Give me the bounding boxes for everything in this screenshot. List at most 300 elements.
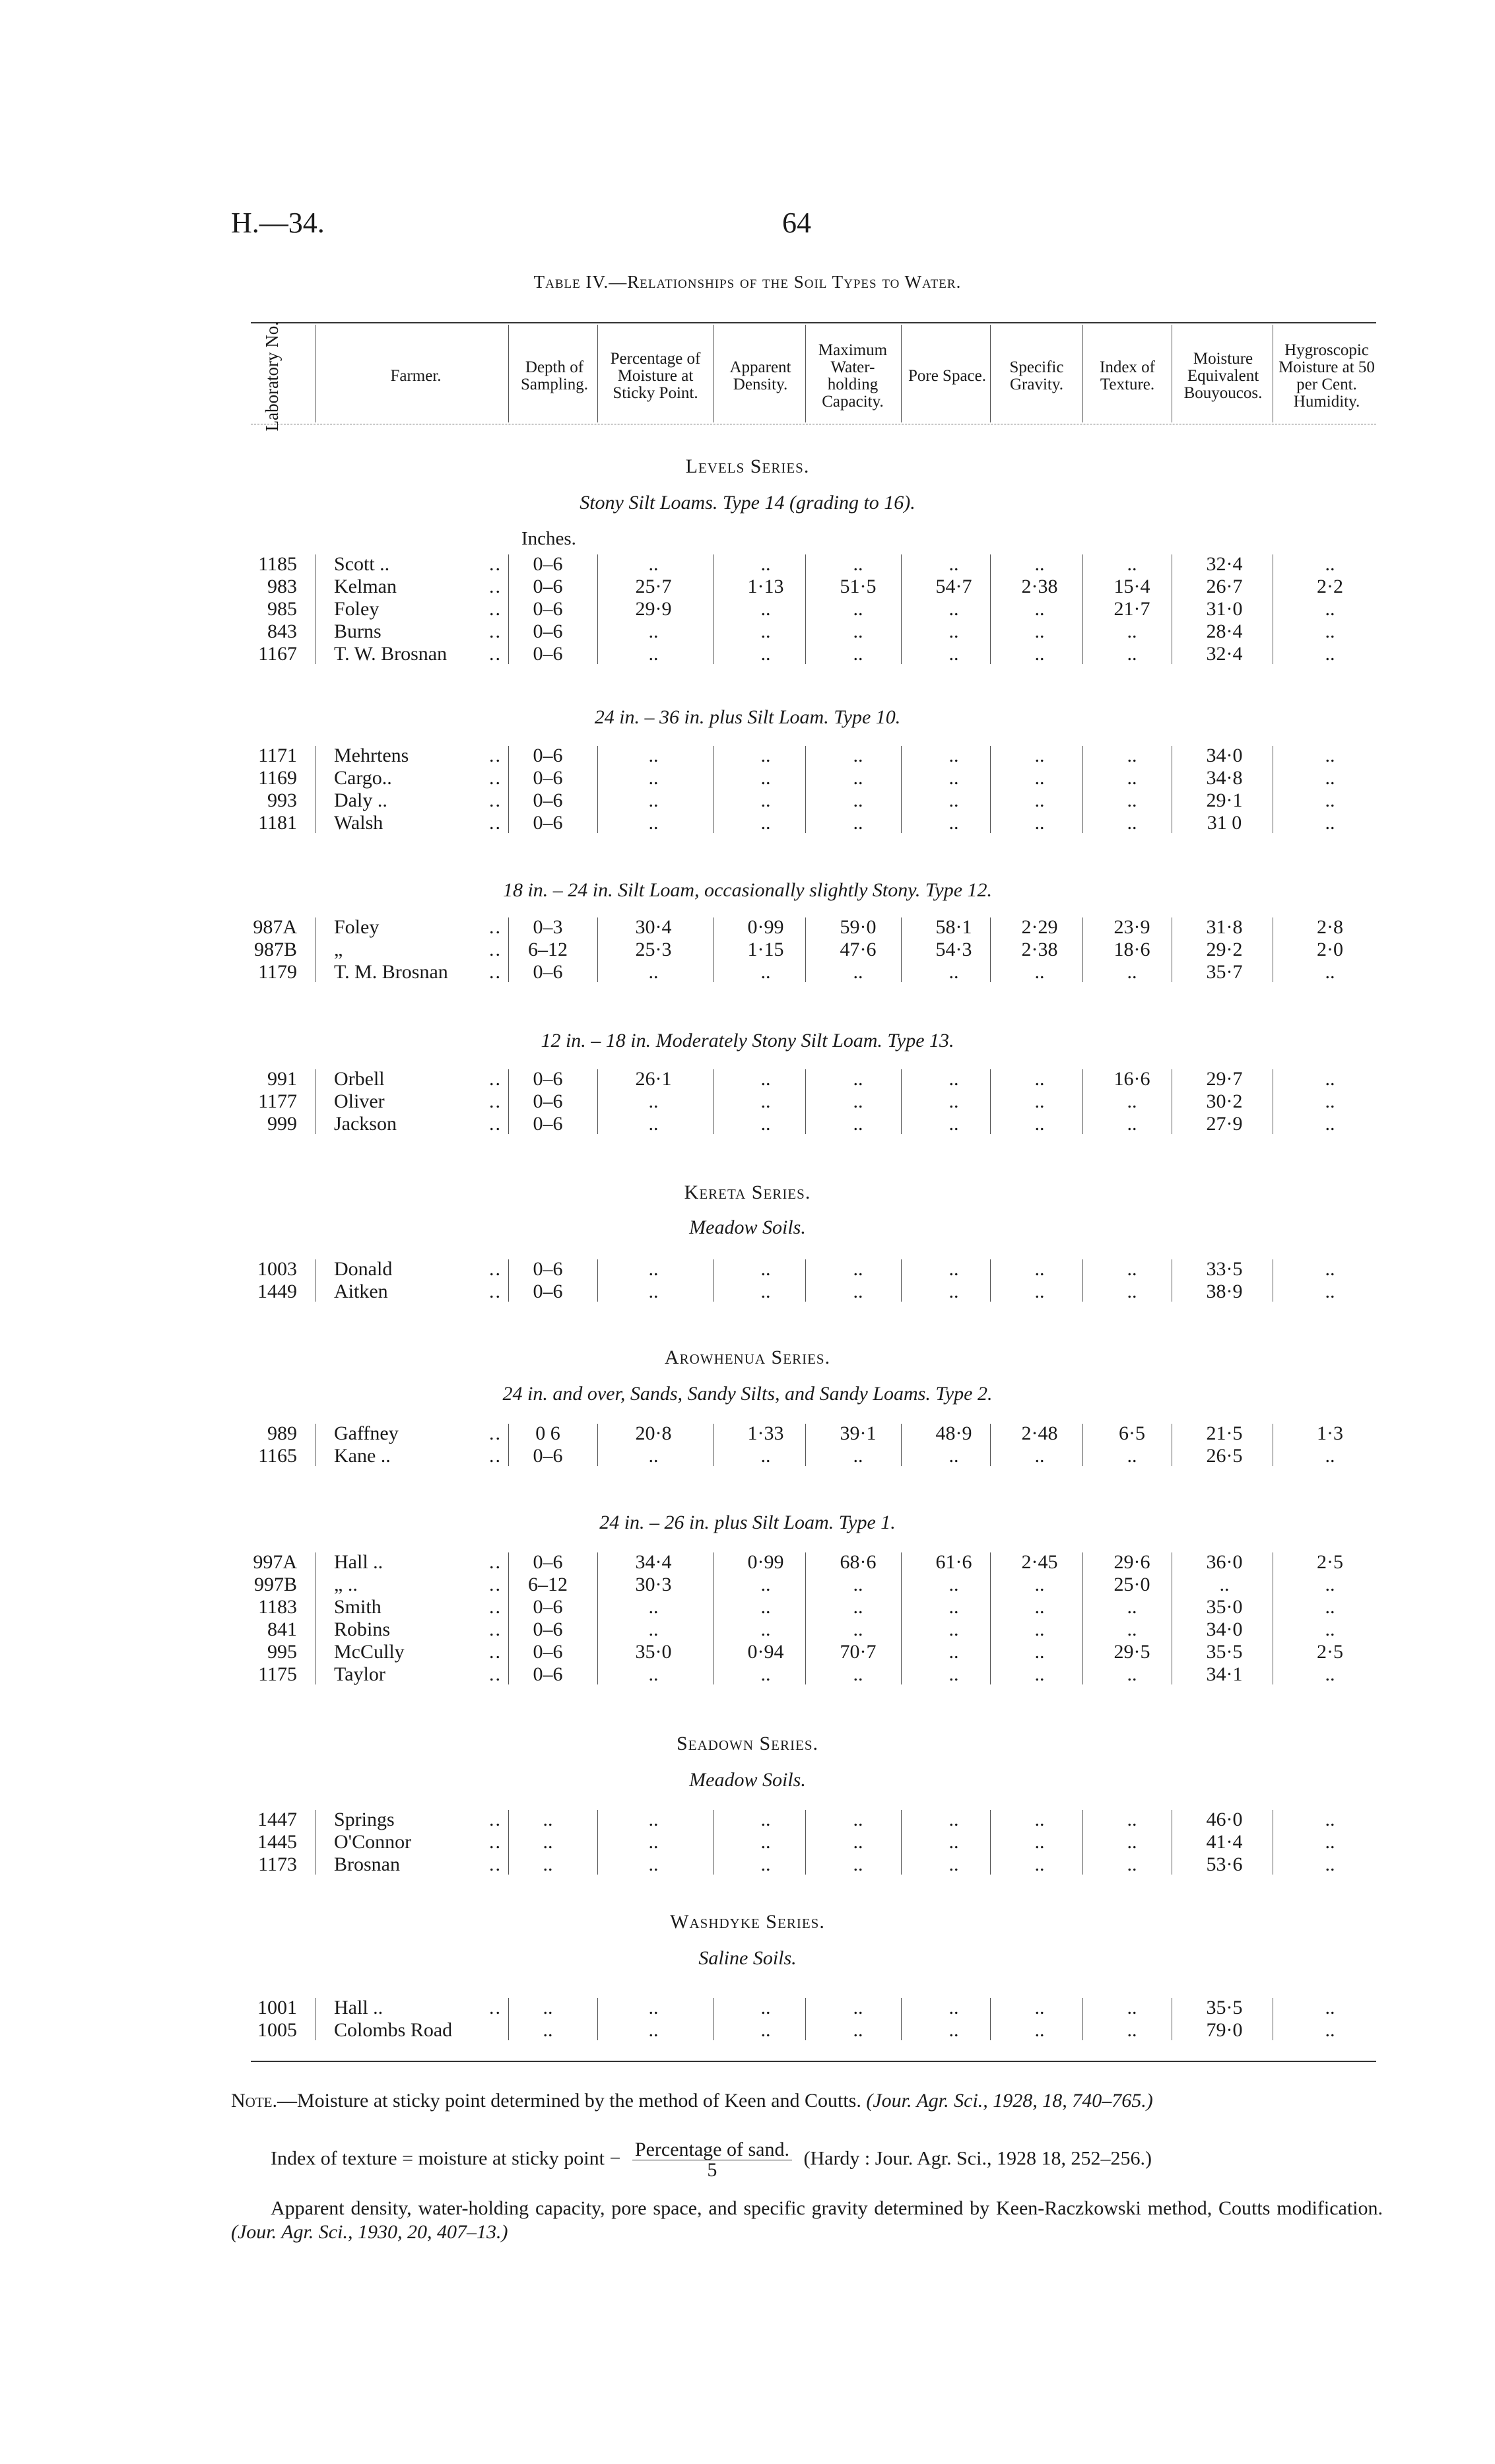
leader-dots: .. <box>489 1596 502 1618</box>
depth-cell: 0 6 <box>535 1422 560 1444</box>
me-cell: 26·5 <box>1206 1445 1243 1467</box>
pct-cell: 29·9 <box>635 598 672 620</box>
soil-type-subtitle: 24 in. – 26 in. plus Silt Loam. Type 1. <box>599 1512 896 1533</box>
farmer-cell: Gaffney <box>334 1422 399 1444</box>
idx-cell: .. <box>1127 745 1137 766</box>
farmer-cell: Brosnan <box>334 1853 400 1875</box>
idx-cell: .. <box>1127 1445 1137 1467</box>
col-header-pct: Percentage of Moisture at Sticky Point. <box>610 349 701 403</box>
app-cell: .. <box>760 961 771 983</box>
pct-cell: .. <box>648 1113 659 1135</box>
soil-type-subtitle: Stony Silt Loams. Type 14 (grading to 16). <box>580 492 915 514</box>
pore-cell: .. <box>948 2019 959 2041</box>
table-row <box>0 553 1495 576</box>
sg-cell: .. <box>1034 598 1045 620</box>
table-row <box>0 1551 1495 1574</box>
pct-cell: .. <box>648 1809 659 1830</box>
app-cell: 1·15 <box>747 939 784 960</box>
app-cell: .. <box>760 1618 771 1640</box>
me-cell: 35·5 <box>1206 1641 1243 1663</box>
depth-cell: 0–6 <box>533 745 563 766</box>
me-cell: 31·0 <box>1206 598 1243 620</box>
max-cell: .. <box>853 643 863 665</box>
leader-dots: .. <box>489 789 502 811</box>
depth-cell: .. <box>543 1809 553 1830</box>
pct-cell: .. <box>648 1618 659 1640</box>
lab-number-cell: 1177 <box>258 1090 297 1112</box>
leader-dots: .. <box>489 939 502 960</box>
pore-cell: 54·7 <box>935 576 972 597</box>
table-row <box>0 1113 1495 1135</box>
hyg-cell: .. <box>1325 1068 1335 1090</box>
table-row <box>0 812 1495 834</box>
sg-cell: .. <box>1034 745 1045 766</box>
max-cell: 59·0 <box>840 916 877 938</box>
pore-cell: .. <box>948 1663 959 1685</box>
depth-cell: 0–6 <box>533 620 563 642</box>
pore-cell: .. <box>948 789 959 811</box>
sg-cell: .. <box>1034 620 1045 642</box>
pore-cell: .. <box>948 553 959 575</box>
lab-number-cell: 989 <box>267 1422 297 1444</box>
leader-dots: .. <box>489 1422 502 1444</box>
farmer-cell: Kane .. <box>334 1445 391 1467</box>
farmer-cell: Mehrtens <box>334 745 409 766</box>
max-cell: .. <box>853 598 863 620</box>
depth-cell: 0–6 <box>533 1551 563 1573</box>
leader-dots: .. <box>489 745 502 766</box>
table-row <box>0 1853 1495 1876</box>
pct-cell: .. <box>648 643 659 665</box>
app-cell: .. <box>760 1997 771 2018</box>
me-cell: 53·6 <box>1206 1853 1243 1875</box>
me-cell: 35·0 <box>1206 1596 1243 1618</box>
pct-cell: .. <box>648 789 659 811</box>
sg-cell: .. <box>1034 1281 1045 1302</box>
sg-cell: .. <box>1034 1113 1045 1135</box>
table-row <box>0 1258 1495 1281</box>
note-index-texture <box>271 2140 1422 2180</box>
farmer-cell: Hall .. <box>334 1997 383 2018</box>
pct-cell: .. <box>648 553 659 575</box>
idx-cell: .. <box>1127 1258 1137 1280</box>
farmer-cell: Foley <box>334 916 380 938</box>
me-cell: 27·9 <box>1206 1113 1243 1135</box>
pore-cell: .. <box>948 1258 959 1280</box>
lab-number-cell: 991 <box>267 1068 297 1090</box>
table-row <box>0 1997 1495 2019</box>
pct-cell: .. <box>648 745 659 766</box>
farmer-cell: T. W. Brosnan <box>334 643 448 665</box>
app-cell: .. <box>760 1663 771 1685</box>
farmer-cell: T. M. Brosnan <box>334 961 448 983</box>
col-header-lab: Laboratory No. <box>262 321 282 432</box>
sg-cell: 2·38 <box>1021 939 1058 960</box>
table-row <box>0 1445 1495 1467</box>
lab-number-cell: 987A <box>253 916 297 938</box>
header-divider <box>713 325 714 422</box>
farmer-cell: „ .. <box>334 1574 358 1595</box>
pore-cell: .. <box>948 1831 959 1853</box>
table-row <box>0 576 1495 598</box>
lab-number-cell: 997A <box>253 1551 297 1573</box>
pore-cell: .. <box>948 1445 959 1467</box>
leader-dots: .. <box>489 620 502 642</box>
farmer-cell: Jackson <box>334 1113 397 1135</box>
depth-cell: 0–6 <box>533 553 563 575</box>
sg-cell: .. <box>1034 812 1045 834</box>
depth-cell: 0–6 <box>533 1090 563 1112</box>
app-cell: .. <box>760 1809 771 1830</box>
depth-cell: .. <box>543 1853 553 1875</box>
hyg-cell: 2·5 <box>1317 1551 1343 1573</box>
idx-cell: 18·6 <box>1113 939 1150 960</box>
pct-cell: .. <box>648 1090 659 1112</box>
hyg-cell: .. <box>1325 1445 1335 1467</box>
pct-cell: 25·3 <box>635 939 672 960</box>
pct-cell: 26·1 <box>635 1068 672 1090</box>
pore-cell: .. <box>948 620 959 642</box>
max-cell: .. <box>853 1997 863 2018</box>
max-cell: .. <box>853 1574 863 1595</box>
formula-reference: (Hardy : Jour. Agr. Sci., 1928 18, 252–256.) <box>803 2147 1152 2170</box>
soil-type-subtitle: 18 in. – 24 in. Silt Loam, occasionally slightly Stony. Type 12. <box>502 879 993 901</box>
depth-cell: 0–3 <box>533 916 563 938</box>
leader-dots: .. <box>489 576 502 597</box>
lab-number-cell: 841 <box>267 1618 297 1640</box>
idx-cell: 23·9 <box>1113 916 1150 938</box>
app-cell: 1·13 <box>747 576 784 597</box>
pct-cell: .. <box>648 1663 659 1685</box>
leader-dots: .. <box>489 643 502 665</box>
leader-dots: .. <box>489 916 502 938</box>
table-row <box>0 1422 1495 1445</box>
idx-cell: .. <box>1127 789 1137 811</box>
lab-number-cell: 1185 <box>258 553 297 575</box>
soil-type-subtitle: 12 in. – 18 in. Moderately Stony Silt Loam. Type 13. <box>541 1030 954 1051</box>
idx-cell: .. <box>1127 1663 1137 1685</box>
pore-cell: .. <box>948 1641 959 1663</box>
table-row <box>0 961 1495 983</box>
pore-cell: .. <box>948 1997 959 2018</box>
pct-cell: 34·4 <box>635 1551 672 1573</box>
sg-cell: 2·38 <box>1021 576 1058 597</box>
sg-cell: .. <box>1034 767 1045 789</box>
farmer-cell: Colombs Road <box>334 2019 453 2041</box>
depth-cell: 0–6 <box>533 767 563 789</box>
me-cell: 29·2 <box>1206 939 1243 960</box>
app-cell: .. <box>760 553 771 575</box>
app-cell: .. <box>760 643 771 665</box>
leader-dots: .. <box>489 1551 502 1573</box>
table-row <box>0 2019 1495 2042</box>
leader-dots: .. <box>489 598 502 620</box>
pct-cell: .. <box>648 1831 659 1853</box>
me-cell: 29·7 <box>1206 1068 1243 1090</box>
table-row <box>0 643 1495 665</box>
table-row <box>0 1090 1495 1113</box>
hyg-cell: .. <box>1325 1113 1335 1135</box>
sg-cell: 2·48 <box>1021 1422 1058 1444</box>
farmer-cell: „ <box>334 939 343 960</box>
sg-cell: 2·29 <box>1021 916 1058 938</box>
depth-cell: 0–6 <box>533 1618 563 1640</box>
me-cell: 35·5 <box>1206 1997 1243 2018</box>
idx-cell: 29·5 <box>1113 1641 1150 1663</box>
depth-cell: 6–12 <box>528 1574 568 1595</box>
max-cell: .. <box>853 1596 863 1618</box>
header-divider <box>901 325 902 422</box>
lab-number-cell: 1181 <box>258 812 297 834</box>
pore-cell: .. <box>948 1090 959 1112</box>
app-cell: .. <box>760 1068 771 1090</box>
table-row <box>0 767 1495 789</box>
table-row <box>0 1574 1495 1596</box>
lab-number-cell: 1179 <box>258 961 297 983</box>
pore-cell: .. <box>948 745 959 766</box>
pore-cell: 58·1 <box>935 916 972 938</box>
leader-dots: .. <box>489 1809 502 1830</box>
me-cell: 35·7 <box>1206 961 1243 983</box>
farmer-cell: McCully <box>334 1641 405 1663</box>
hyg-cell: .. <box>1325 1831 1335 1853</box>
app-cell: .. <box>760 1445 771 1467</box>
leader-dots: .. <box>489 1068 502 1090</box>
series-heading: Levels Series. <box>685 455 810 477</box>
hyg-cell: .. <box>1325 598 1335 620</box>
depth-cell: 0–6 <box>533 1258 563 1280</box>
max-cell: .. <box>853 1663 863 1685</box>
app-cell: .. <box>760 789 771 811</box>
me-cell: 32·4 <box>1206 553 1243 575</box>
max-cell: .. <box>853 1618 863 1640</box>
me-cell: 41·4 <box>1206 1831 1243 1853</box>
page-number: 64 <box>782 207 811 239</box>
pct-cell: .. <box>648 1445 659 1467</box>
table-row <box>0 1831 1495 1853</box>
leader-dots: .. <box>489 1997 502 2018</box>
depth-cell: 0–6 <box>533 961 563 983</box>
hyg-cell: 1·3 <box>1317 1422 1343 1444</box>
pct-cell: .. <box>648 1853 659 1875</box>
app-cell: .. <box>760 812 771 834</box>
sg-cell: .. <box>1034 643 1045 665</box>
idx-cell: 25·0 <box>1113 1574 1150 1595</box>
lab-number-cell: 997B <box>253 1574 297 1595</box>
idx-cell: .. <box>1127 812 1137 834</box>
pore-cell: .. <box>948 1113 959 1135</box>
col-header-sg: Specific Gravity. <box>1009 358 1064 393</box>
hyg-cell: 2·2 <box>1317 576 1343 597</box>
soil-type-subtitle: Saline Soils. <box>698 1947 797 1969</box>
table-row <box>0 789 1495 812</box>
pore-cell: .. <box>948 643 959 665</box>
max-cell: .. <box>853 1090 863 1112</box>
idx-cell: .. <box>1127 961 1137 983</box>
pct-cell: .. <box>648 1997 659 2018</box>
max-cell: .. <box>853 1258 863 1280</box>
pct-cell: .. <box>648 961 659 983</box>
table-row <box>0 939 1495 961</box>
farmer-cell: Daly .. <box>334 789 387 811</box>
lab-number-cell: 1003 <box>257 1258 297 1280</box>
app-cell: 1·33 <box>747 1422 784 1444</box>
max-cell: .. <box>853 767 863 789</box>
farmer-cell: Burns <box>334 620 382 642</box>
sg-cell: .. <box>1034 1258 1045 1280</box>
table-bottom-rule <box>251 2061 1376 2062</box>
pct-cell: 25·7 <box>635 576 672 597</box>
sg-cell: .. <box>1034 1068 1045 1090</box>
lab-number-cell: 993 <box>267 789 297 811</box>
farmer-cell: Orbell <box>334 1068 385 1090</box>
idx-cell: .. <box>1127 1596 1137 1618</box>
hyg-cell: 2·0 <box>1317 939 1343 960</box>
farmer-cell: Cargo.. <box>334 767 392 789</box>
app-cell: .. <box>760 598 771 620</box>
me-cell: 38·9 <box>1206 1281 1243 1302</box>
header-divider <box>1082 325 1083 422</box>
pct-cell: .. <box>648 620 659 642</box>
header-divider <box>508 325 509 422</box>
idx-cell: .. <box>1127 620 1137 642</box>
me-cell: 34·0 <box>1206 745 1243 766</box>
sg-cell: .. <box>1034 2019 1045 2041</box>
lab-number-cell: 1175 <box>258 1663 297 1685</box>
table-row <box>0 1596 1495 1618</box>
soil-type-subtitle: Meadow Soils. <box>689 1769 806 1791</box>
app-cell: .. <box>760 745 771 766</box>
depth-cell: 0–6 <box>533 812 563 834</box>
leader-dots: .. <box>489 1618 502 1640</box>
max-cell: .. <box>853 1831 863 1853</box>
pore-cell: .. <box>948 812 959 834</box>
fraction-denominator: 5 <box>707 2159 717 2181</box>
table-row <box>0 1641 1495 1663</box>
idx-cell: 16·6 <box>1113 1068 1150 1090</box>
leader-dots: .. <box>489 1281 502 1302</box>
pct-cell: 30·3 <box>635 1574 672 1595</box>
sg-cell: .. <box>1034 789 1045 811</box>
series-heading: Seadown Series. <box>676 1733 818 1754</box>
pct-cell: .. <box>648 2019 659 2041</box>
farmer-cell: Oliver <box>334 1090 385 1112</box>
sg-cell: .. <box>1034 1090 1045 1112</box>
depth-cell: 0–6 <box>533 1641 563 1663</box>
lab-number-cell: 1167 <box>258 643 297 665</box>
farmer-cell: Donald <box>334 1258 393 1280</box>
leader-dots: .. <box>489 1258 502 1280</box>
hyg-cell: .. <box>1325 1258 1335 1280</box>
idx-cell: .. <box>1127 1281 1137 1302</box>
me-cell: 79·0 <box>1206 2019 1243 2041</box>
table-row <box>0 1618 1495 1641</box>
header-divider <box>597 325 598 422</box>
note-text: —Moisture at sticky point determined by the method of Keen and Coutts. <box>277 2090 861 2112</box>
pore-cell: .. <box>948 598 959 620</box>
note-reference: (Jour. Agr. Sci., 1928, 18, 740–765.) <box>866 2090 1153 2112</box>
me-cell: 34·1 <box>1206 1663 1243 1685</box>
leader-dots: .. <box>489 1113 502 1135</box>
me-cell: 34·0 <box>1206 1618 1243 1640</box>
sg-cell: .. <box>1034 1641 1045 1663</box>
sg-cell: .. <box>1034 1831 1045 1853</box>
depth-cell: 0–6 <box>533 643 563 665</box>
hyg-cell: .. <box>1325 1853 1335 1875</box>
table-row <box>0 620 1495 643</box>
lab-number-cell: 1001 <box>257 1997 297 2018</box>
lab-number-cell: 999 <box>267 1113 297 1135</box>
lab-number-cell: 1005 <box>257 2019 297 2041</box>
depth-cell: 0–6 <box>533 1663 563 1685</box>
idx-cell: .. <box>1127 1090 1137 1112</box>
lab-number-cell: 1447 <box>257 1809 297 1830</box>
me-cell: 21·5 <box>1206 1422 1243 1444</box>
idx-cell: .. <box>1127 1809 1137 1830</box>
max-cell: .. <box>853 1445 863 1467</box>
lab-number-cell: 1169 <box>258 767 297 789</box>
sg-cell: .. <box>1034 1618 1045 1640</box>
depth-cell: 0–6 <box>533 1281 563 1302</box>
col-header-app: Apparent Density. <box>729 358 791 393</box>
pore-cell: .. <box>948 1853 959 1875</box>
leader-dots: .. <box>489 1445 502 1467</box>
lab-number-cell: 1173 <box>258 1853 297 1875</box>
lab-number-cell: 983 <box>267 576 297 597</box>
table-row <box>0 1281 1495 1303</box>
pore-cell: .. <box>948 1281 959 1302</box>
me-cell: 26·7 <box>1206 576 1243 597</box>
idx-cell: 15·4 <box>1113 576 1150 597</box>
idx-cell: .. <box>1127 553 1137 575</box>
col-header-hyg: Hygroscopic Moisture at 50 per Cent. Humidity. <box>1279 341 1375 411</box>
me-cell: 30·2 <box>1206 1090 1243 1112</box>
idx-cell: .. <box>1127 1831 1137 1853</box>
depth-cell: 0–6 <box>533 1113 563 1135</box>
col-header-max: Maximum Water-holding Capacity. <box>818 341 888 411</box>
pore-cell: .. <box>948 1596 959 1618</box>
lab-number-cell: 1165 <box>258 1445 297 1467</box>
max-cell: .. <box>853 1853 863 1875</box>
pore-cell: .. <box>948 1068 959 1090</box>
sg-cell: .. <box>1034 1445 1045 1467</box>
depth-cell: 0–6 <box>533 1068 563 1090</box>
app-cell: .. <box>760 1113 771 1135</box>
lab-number-cell: 995 <box>267 1641 297 1663</box>
soil-type-subtitle: 24 in. and over, Sands, Sandy Silts, and Sandy Loams. Type 2. <box>502 1383 993 1405</box>
hyg-cell: .. <box>1325 2019 1335 2041</box>
farmer-cell: Aitken <box>334 1281 388 1302</box>
app-cell: .. <box>760 1258 771 1280</box>
max-cell: .. <box>853 620 863 642</box>
lab-number-cell: 1171 <box>258 745 297 766</box>
pore-cell: .. <box>948 961 959 983</box>
pore-cell: .. <box>948 1618 959 1640</box>
series-heading: Washdyke Series. <box>670 1911 825 1933</box>
app-cell: .. <box>760 1853 771 1875</box>
pore-cell: 48·9 <box>935 1422 972 1444</box>
col-header-idx: Index of Texture. <box>1100 358 1155 393</box>
farmer-cell: Scott .. <box>334 553 390 575</box>
farmer-cell: Foley <box>334 598 380 620</box>
farmer-cell: Springs <box>334 1809 395 1830</box>
header-divider <box>990 325 991 422</box>
leader-dots: .. <box>489 1663 502 1685</box>
me-cell: 31 0 <box>1207 812 1242 834</box>
idx-cell: .. <box>1127 1618 1137 1640</box>
note-sticky-point <box>231 2089 1383 2113</box>
lab-number-cell: 985 <box>267 598 297 620</box>
